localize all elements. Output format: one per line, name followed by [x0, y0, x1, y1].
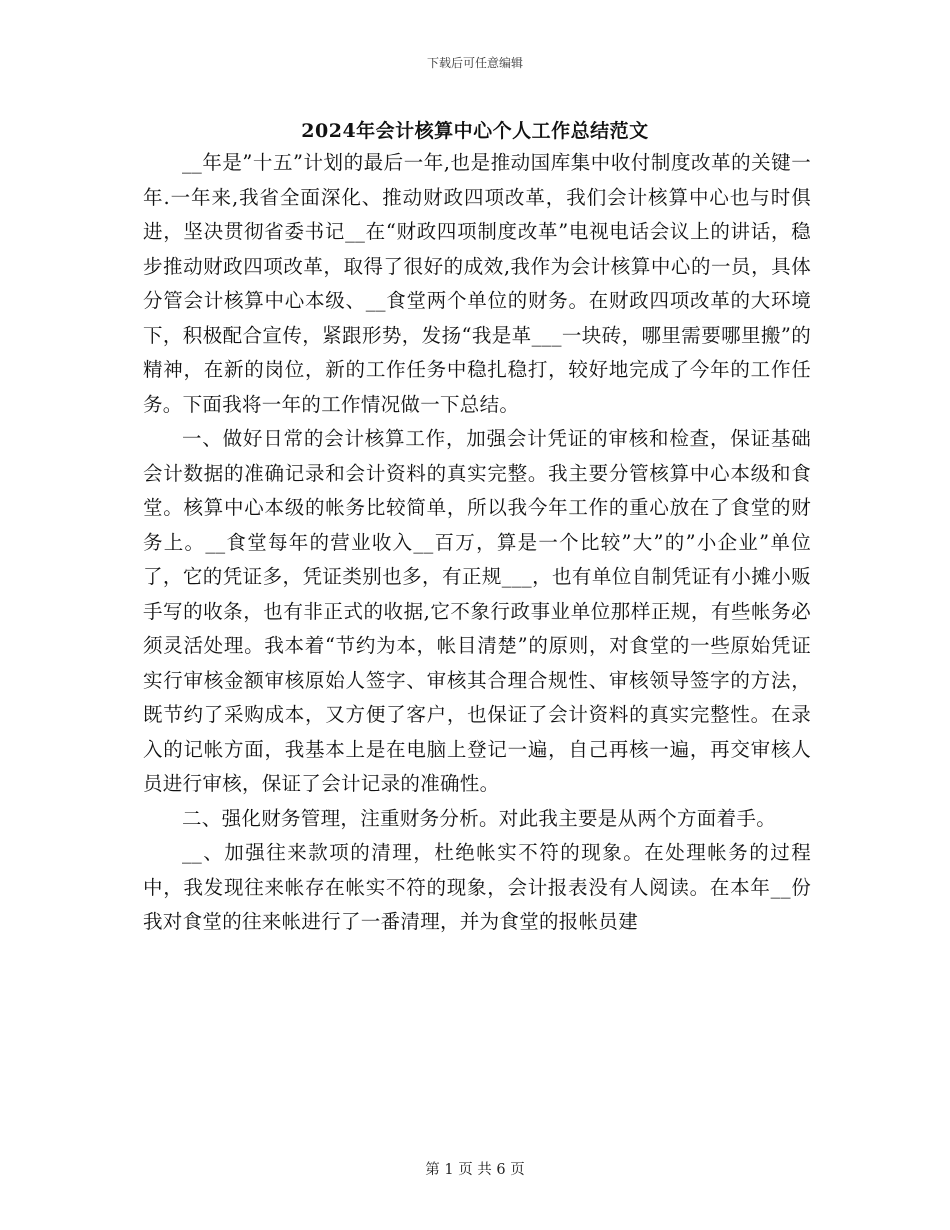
page-header-note: 下载后可任意编辑: [426, 56, 523, 70]
document-body: [143, 146, 811, 940]
paragraph-section-one: 一、做好日常的会计核算工作，加强会计凭证的审核和检查，保证基础会计数据的准确记录和会计资料的真实完整。我主要分管核算中心本级和食堂。核算中心本级的帐务比较简单，所以我今年工作的重心放在了食堂的财务上。__食堂每年的营业收入__百万，算是一个比较”大”的”小企业”单位了，它的凭证多，凭证类别也多，有正规___，也有单位自制凭证有小摊小贩手写的收条，也有非正式的收据,它不象行政事业单位那样正规，有些帐务必须灵活处理。我本着“节约为本，帐目清楚”的原则，对食堂的一些原始凭证实行审核金额审核原始人签字、审核其合理合规性、审核领导签字的方法，既节约了采购成本，又方便了客户，也保证了会计资料的真实完整性。在录入的记帐方面，我基本上是在电脑上登记一遍，自己再核一遍，再交审核人员进行审核，保证了会计记录的准确性。: [143, 427, 811, 795]
page-number-footer: 第 1 页 共 6 页: [425, 1162, 525, 1178]
paragraph-section-two: 二、强化财务管理，注重财务分析。对此我主要是从两个方面着手。: [182, 806, 777, 830]
paragraph-intro: __年是”十五”计划的最后一年,也是推动国库集中收付制度改革的关键一年.一年来,我省全面深化、推动财政四项改革，我们会计核算中心也与时俱进，坚决贯彻省委书记__在“财政四项制度改革”电视电话会议上的讲话，稳步推动财政四项改革，取得了很好的成效,我作为会计核算中心的一员，具体分管会计核算中心本级、__食堂两个单位的财务。在财政四项改革的大环境下，积极配合宣传，紧跟形势，发扬“我是革___一块砖，哪里需要哪里搬”的精神，在新的岗位，新的工作任务中稳扎稳打，较好地完成了今年的工作任务。下面我将一年的工作情况做一下总结。: [143, 151, 811, 416]
paragraph-section-two-item: __、加强往来款项的清理，杜绝帐实不符的现象。在处理帐务的过程中，我发现往来帐存在帐实不符的现象，会计报表没有人阅读。在本年__份我对食堂的往来帐进行了一番清理，并为食堂的报帐员建: [143, 841, 811, 933]
document-title: 2024年会计核算中心个人工作总结范文: [301, 120, 649, 142]
